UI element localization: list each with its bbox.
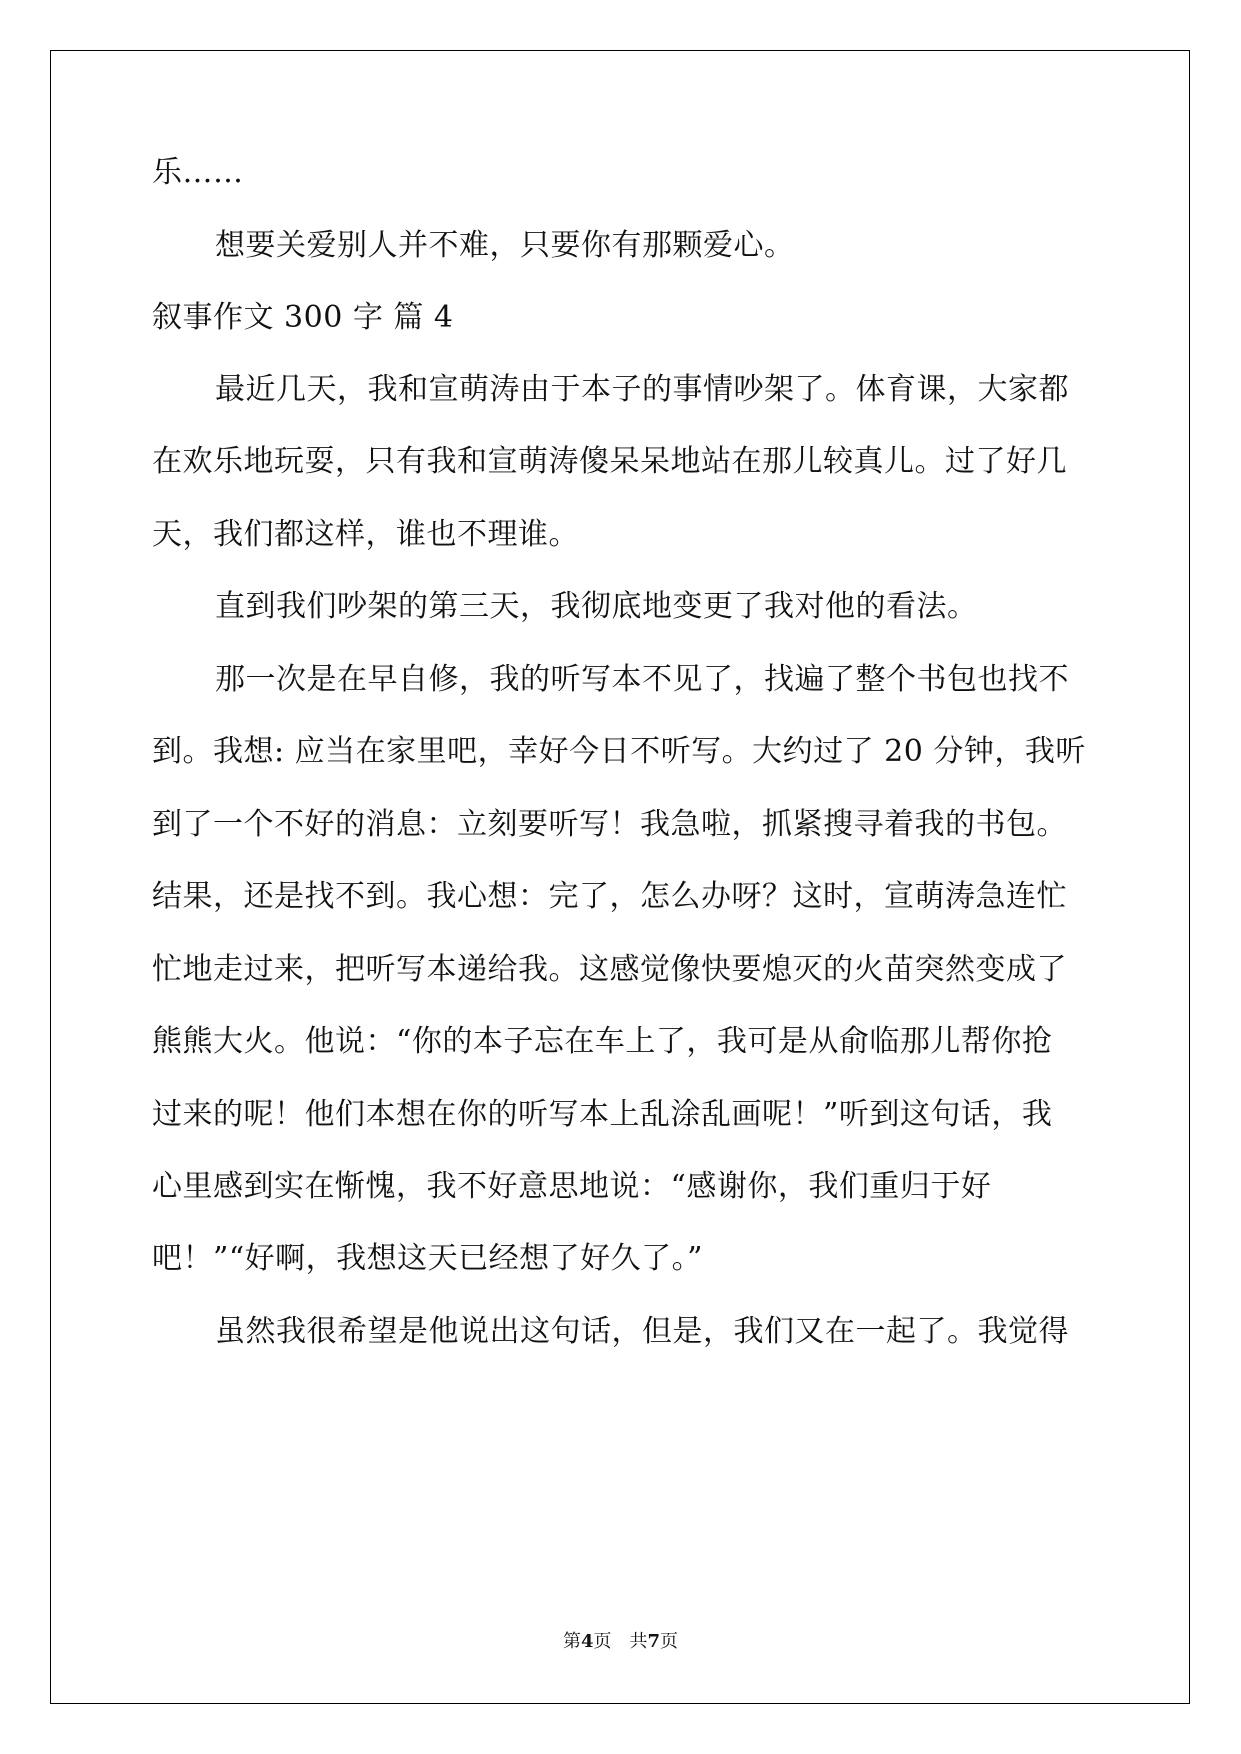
paragraph-line: 结果，还是找不到。我心想：完了，怎么办呀？这时，宣萌涛急连忙 [152, 879, 1067, 914]
paragraph-line: 那一次是在早自修，我的听写本不见了，找遍了整个书包也找不 [215, 662, 1069, 697]
footer-total-suffix: 页 [660, 1631, 679, 1652]
paragraph-line: 心里感到实在惭愧，我不好意思地说：“感谢你，我们重归于好 [152, 1169, 992, 1204]
paragraph-line: 过来的呢！他们本想在你的听写本上乱涂乱画呢！”听到这句话，我 [152, 1097, 1053, 1132]
paragraph-line: 最近几天，我和宣萌涛由于本子的事情吵架了。体育课，大家都 [215, 372, 1069, 407]
footer-page-total: 7 [647, 1631, 661, 1652]
paragraph-line: 直到我们吵架的第三天，我彻底地变更了我对他的看法。 [215, 589, 978, 624]
section-heading: 叙事作文 300 字 篇 4 [152, 300, 454, 335]
paragraph-line: 虽然我很希望是他说出这句话，但是，我们又在一起了。我觉得 [215, 1314, 1069, 1349]
paragraph-line: 天，我们都这样，谁也不理谁。 [152, 517, 579, 552]
footer-page-current: 4 [580, 1631, 594, 1652]
page-border [50, 50, 1190, 1704]
paragraph-line: 乐…… [152, 155, 244, 190]
paragraph-line: 到。我想: 应当在家里吧，幸好今日不听写。大约过了 20 分钟，我听 [152, 734, 1086, 769]
paragraph-line: 到了一个不好的消息：立刻要听写！我急啦，抓紧搜寻着我的书包。 [152, 807, 1067, 842]
paragraph-line: 忙地走过来，把听写本递给我。这感觉像快要熄灭的火苗突然变成了 [152, 952, 1067, 987]
paragraph-line: 熊熊大火。他说：“你的本子忘在车上了，我可是从俞临那儿帮你抢 [152, 1024, 1053, 1059]
paragraph-line: 想要关爱别人并不难，只要你有那颗爱心。 [215, 228, 795, 263]
footer-page-prefix: 第 [562, 1631, 581, 1652]
page-footer [0, 1630, 1241, 1654]
footer-total-prefix: 共 [629, 1631, 648, 1652]
paragraph-line: 吧！”“好啊，我想这天已经想了好久了。” [152, 1241, 704, 1276]
paragraph-line: 在欢乐地玩耍，只有我和宣萌涛傻呆呆地站在那儿较真儿。过了好几 [152, 444, 1067, 479]
footer-page-suffix: 页 [593, 1631, 612, 1652]
